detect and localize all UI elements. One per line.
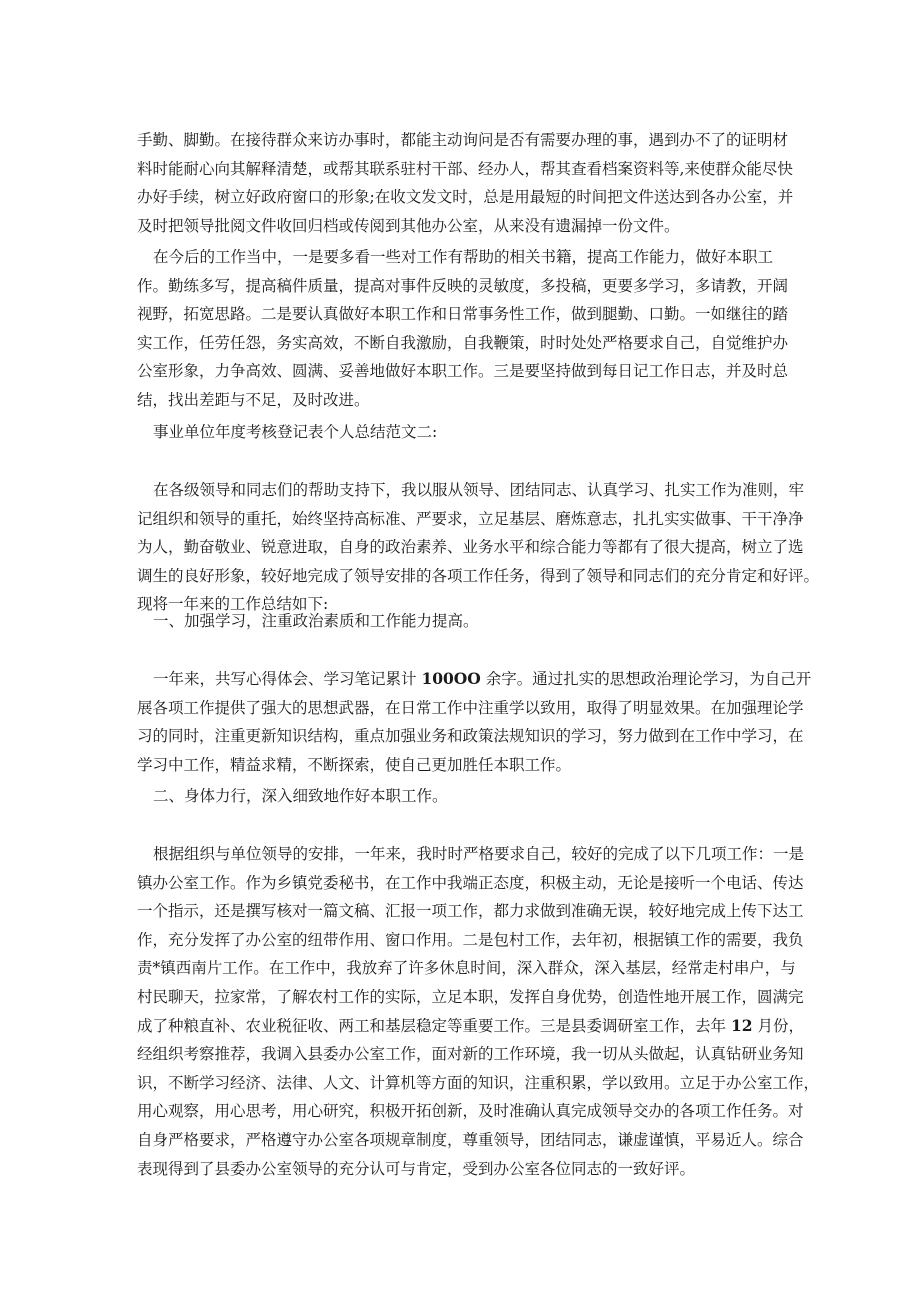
- text-line: 根据组织与单位领导的安排，一年来，我时时严格要求自己，较好的完成了以下几项工作：一是: [153, 845, 805, 863]
- text-line: 自身严格要求，严格遵守办公室各项规章制度，尊重领导，团结同志，谦虚谨慎，平易近人。综合: [137, 1130, 804, 1149]
- text-line: 作。勤练多写，提高稿件质量，提高对事件反映的灵敏度，多投稿，更要多学习，多请教，开阔: [137, 276, 789, 295]
- text-line: 习的同时，注重更新知识结构，重点加强业务和政策法规知识的学习，努力做到在工作中学习，在: [137, 727, 804, 746]
- text-line: 为人，勤奋敬业、锐意进取，自身的政治素养、业务水平和综合能力等都有了很大提高，树立了选: [137, 538, 804, 557]
- text-run: 成了种粮直补、农业税征收、两工和基层稳定等重要工作。三是县委调研室工作，去年: [137, 1016, 731, 1035]
- text-line: 识，不断学习经济、法律、人文、计算机等方面的知识，注重积累，学以致用。立足于办公室工作，: [137, 1073, 820, 1092]
- text-line: 在各级领导和同志们的帮助支持下，我以服从领导、团结同志、认真学习、扎实工作为准则，牢: [153, 481, 805, 499]
- text-line: 学习中工作，精益求精，不断探索，使自己更加胜任本职工作。: [137, 755, 572, 774]
- text-line: 公室形象，力争高效、圆满、妥善地做好本职工作。三是要坚持做到每日记工作日志，并及时总: [137, 362, 789, 381]
- text-line: 镇办公室工作。作为乡镇党委秘书，在工作中我端正态度，积极主动，无论是接听一个电话、传达: [137, 873, 804, 892]
- paragraph-study: [137, 665, 812, 779]
- text-line: 一、加强学习，注重政治素质和工作能力提高。: [153, 612, 479, 630]
- text-line: [137, 1012, 804, 1041]
- text-line: 调生的良好形象，较好地完成了领导安排的各项工作任务，得到了领导和同志们的充分肯定和好评。: [137, 566, 820, 585]
- text-line: 记组织和领导的重托，始终坚持高标准、严要求，立足基层、磨炼意志，扎扎实实做事、干干净净: [137, 509, 804, 528]
- text-line: 料时能耐心向其解释清楚，或帮其联系驻村干部、经办人，帮其查看档案资料等,来使群众能尽快: [137, 159, 793, 178]
- text-run: 一年来，共写心得体会、学习笔记累计: [153, 670, 422, 688]
- text-line: 作，充分发挥了办公室的纽带作用、窗口作用。二是包村工作，去年初，根据镇工作的需要，我负: [137, 930, 804, 949]
- text-line: 及时把领导批阅文件收回归档或传阅到其他办公室，从来没有遗漏掉一份文件。: [137, 216, 680, 235]
- section-heading-sample-two: [137, 418, 777, 447]
- text-run: 余字。通过扎实的思想政治理论学习，为自己开: [480, 670, 812, 688]
- text-line: 经组织考察推荐，我调入县委办公室工作，面对新的工作环境，我一切从头做起，认真钻研业务知: [137, 1045, 804, 1064]
- text-line: 办好手续，树立好政府窗口的形象;在收文发文时，总是用最短的时间把文件送达到各办公室，并: [137, 188, 794, 207]
- section-heading-1: [137, 607, 777, 636]
- paragraph-1: [137, 126, 794, 240]
- text-line: 一个指示，还是撰写核对一篇文稿、汇报一项工作，都力求做到准确无误，较好地完成上传下达工: [137, 902, 804, 921]
- text-line: 事业单位年度考核登记表个人总结范文二:: [153, 423, 438, 441]
- text-line: 视野，拓宽思路。二是要认真做好本职工作和日常事务性工作，做到腿勤、口勤。一如继往的踏: [137, 305, 789, 324]
- text-line: 结，找出差距与不足，及时改进。: [137, 390, 370, 409]
- text-line: 村民聊天，拉家常，了解农村工作的实际，立足本职，发挥自身优势，创造性地开展工作，圆满完: [137, 987, 804, 1006]
- section-heading-2: [137, 782, 777, 811]
- text-line: 展各项工作提供了强大的思想武器，在日常工作中注重学以致用，取得了明显效果。在加强理论学: [137, 698, 804, 717]
- text-line: 现将一年来的工作总结如下:: [137, 595, 329, 614]
- text-line: [137, 665, 812, 694]
- text-line: 在今后的工作当中，一是要多看一些对工作有帮助的相关书籍，提高工作能力，做好本职工: [153, 248, 774, 266]
- text-line: 实工作，任劳任怨，务实高效，不断自我激励，自我鞭策，时时处处严格要求自己，自觉维护办: [137, 333, 789, 352]
- text-line: 责*镇西南片工作。在工作中，我放弃了许多休息时间，深入群众，深入基层，经常走村串户，与: [137, 959, 796, 978]
- text-line: 二、身体力行，深入细致地作好本职工作。: [153, 787, 448, 805]
- text-line: 手勤、脚勤。在接待群众来访办事时，都能主动询问是否有需要办理的事，遇到办不了的证明材: [137, 131, 789, 149]
- word-count-number: 100OO: [421, 669, 481, 688]
- month-number: 12: [730, 1015, 753, 1035]
- text-line: 表现得到了县委办公室领导的充分认可与肯定，受到办公室各位同志的一致好评。: [137, 1159, 696, 1178]
- paragraph-intro: [137, 476, 820, 619]
- text-line: 用心观察，用心思考，用心研究，积极开拓创新，及时准确认真完成领导交办的各项工作任务。对: [137, 1102, 804, 1121]
- paragraph-work: [137, 840, 820, 1183]
- paragraph-2: [137, 243, 789, 415]
- text-run: 月份，: [752, 1016, 804, 1035]
